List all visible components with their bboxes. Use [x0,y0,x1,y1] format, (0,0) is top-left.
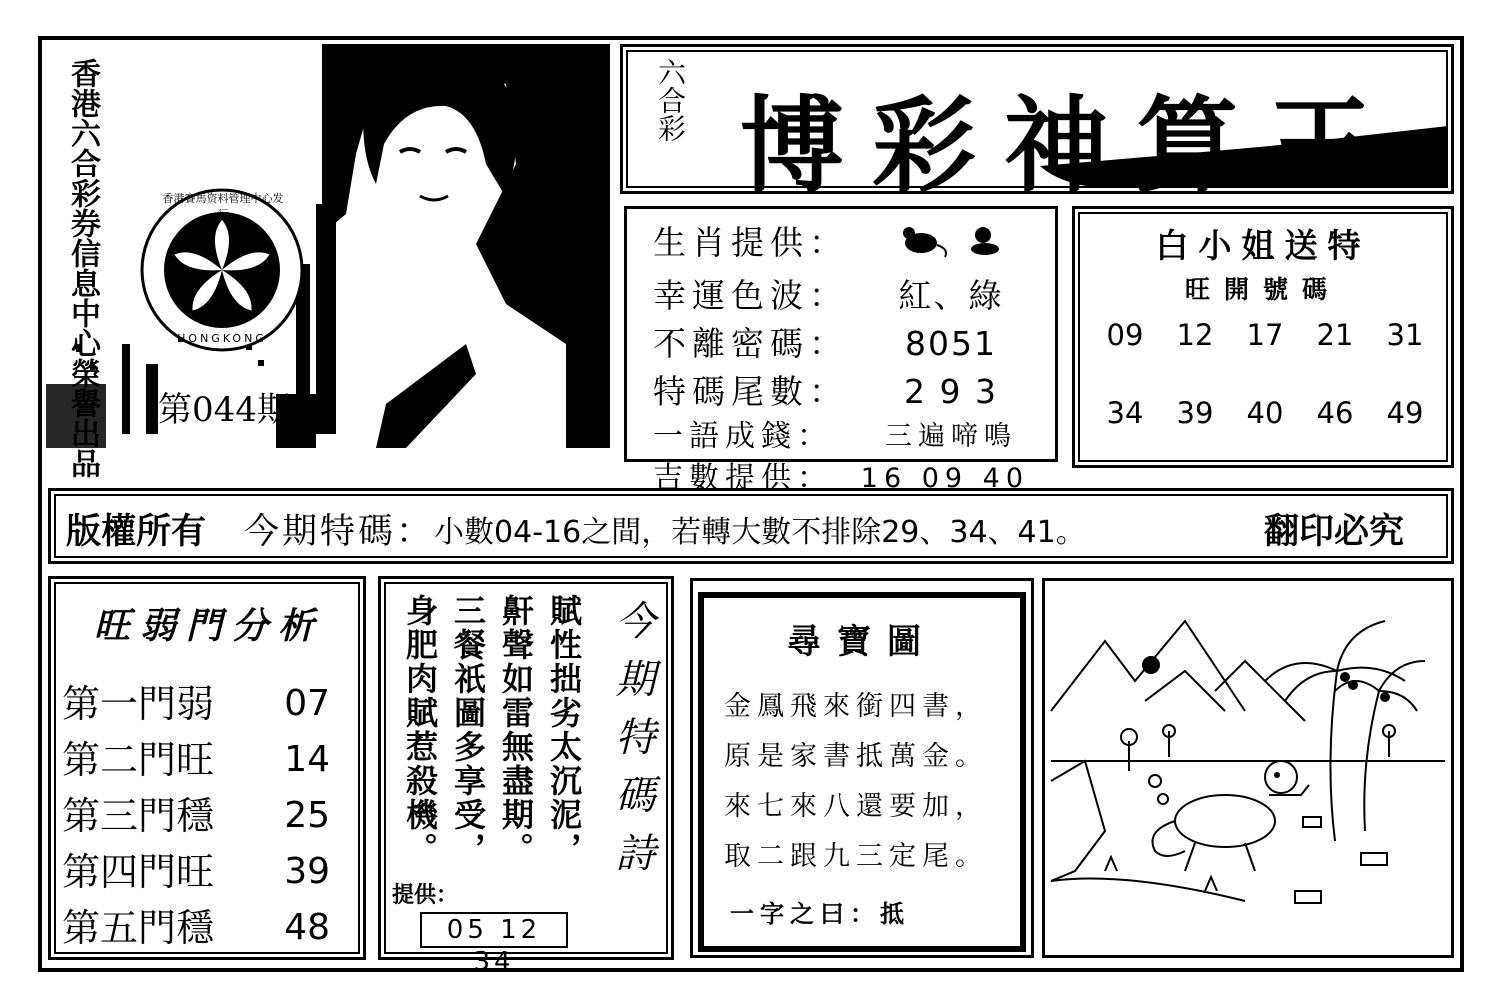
door-label: 第一門弱 [62,682,215,726]
poem-line: 三餐祇圖多享受， [449,594,487,866]
riddle-line: 來七來八還要加， [724,791,988,822]
door-number: 39 [284,851,330,892]
door-label: 第四門旺 [62,850,215,894]
info-value: 三遍啼鳴 [885,421,1017,452]
door-label: 第三門穩 [62,794,215,838]
door-number: 14 [284,739,330,780]
title-vertical-label: 六合彩 [654,58,687,142]
info-label: 不離密碼： [653,324,848,363]
page-title: 博彩神算王 [740,84,1401,207]
monkey-icon [971,227,999,255]
special-number: 31 [1386,318,1424,352]
door-label: 第五門穩 [62,906,215,950]
special-number: 39 [1176,396,1214,430]
door-number: 25 [284,795,330,836]
poem-line: 賦性拙劣太沉泥， [545,594,583,866]
banner-content [66,504,1086,554]
poem-columns [398,594,586,874]
special-code-label: 今期特碼： [244,512,435,552]
zodiac-icons [873,219,1029,272]
emblem-ring-label: 香港賽馬资料管理中心发行 [162,192,284,221]
door-row [62,676,352,732]
special-number: 21 [1316,318,1354,352]
special-number: 49 [1386,396,1424,430]
door-label: 第二門旺 [62,738,215,782]
riddle-title: 尋寶圖 [787,622,937,662]
rat-icon [903,227,946,257]
special-number: 12 [1176,318,1214,352]
door-row [62,844,352,900]
door-row [62,788,352,844]
door-number: 07 [284,683,330,724]
photo-vertical-caption: 香港六合彩券信息中心榮譽出品 [65,58,100,478]
poem-side-title: 今期特碼詩 [609,600,655,890]
city-photo-illustration [46,44,610,448]
info-label: 特碼尾數： [653,372,848,411]
emblem-bottom-label: HONGKONG [177,332,267,345]
provide-numbers: 05 12 34 [420,912,568,948]
copyright-label: 版權所有 [66,511,207,552]
riddle-line: 原是家書抵萬金。 [724,741,988,772]
riddle-lines [724,682,1014,882]
door-number: 48 [284,907,330,948]
photo-panel [46,44,610,448]
riddle-line: 取二跟九三定尾。 [724,841,988,872]
no-reprint-label: 翻印必究 [1264,511,1405,552]
monkey-palm-tree-illustration [1042,578,1454,958]
special-number: 46 [1316,396,1354,430]
issue-number: 第044期 [158,390,291,430]
provide-label: 提供： [392,882,459,908]
info-label: 吉數提供： [653,461,833,496]
special-title: 白小姐送特 [1155,226,1371,265]
poem-line: 鼾聲如雷無盡期。 [497,594,535,866]
door-row [62,732,352,788]
special-number: 17 [1246,318,1284,352]
info-row-phrase [653,416,1029,458]
info-value: 8051 [905,324,997,363]
door-analysis-list [62,676,352,956]
special-number: 09 [1106,318,1144,352]
special-code-text: 小數04-16之間，若轉大數不排除29、34、41。 [434,515,1086,550]
poem-line: 身肥肉賦惹殺機。 [401,594,439,866]
door-row [62,900,352,956]
info-row-color [653,272,1029,320]
info-label: 一語成錢： [653,419,833,454]
special-subtitle: 旺開號碼 [1184,275,1341,304]
door-analysis-title: 旺弱門分析 [93,605,324,647]
info-row-tail [653,368,1029,416]
riddle-footer: 一字之曰：抵 [730,899,910,928]
info-row-zodiac [653,219,1029,272]
special-number-grid [1090,318,1440,430]
info-label: 生肖提供： [653,223,848,262]
special-number: 40 [1246,396,1284,430]
info-label: 幸運色波： [653,276,848,315]
info-value: 16 09 40 [860,463,1029,494]
emblem-ring-text [138,186,306,354]
riddle-line: 金鳳飛來銜四書， [724,691,988,722]
info-row-code [653,320,1029,368]
special-number: 34 [1106,396,1144,430]
info-value: 紅、綠 [898,276,1004,315]
info-value: 2 9 3 [904,372,998,411]
info-panel [624,206,1058,496]
